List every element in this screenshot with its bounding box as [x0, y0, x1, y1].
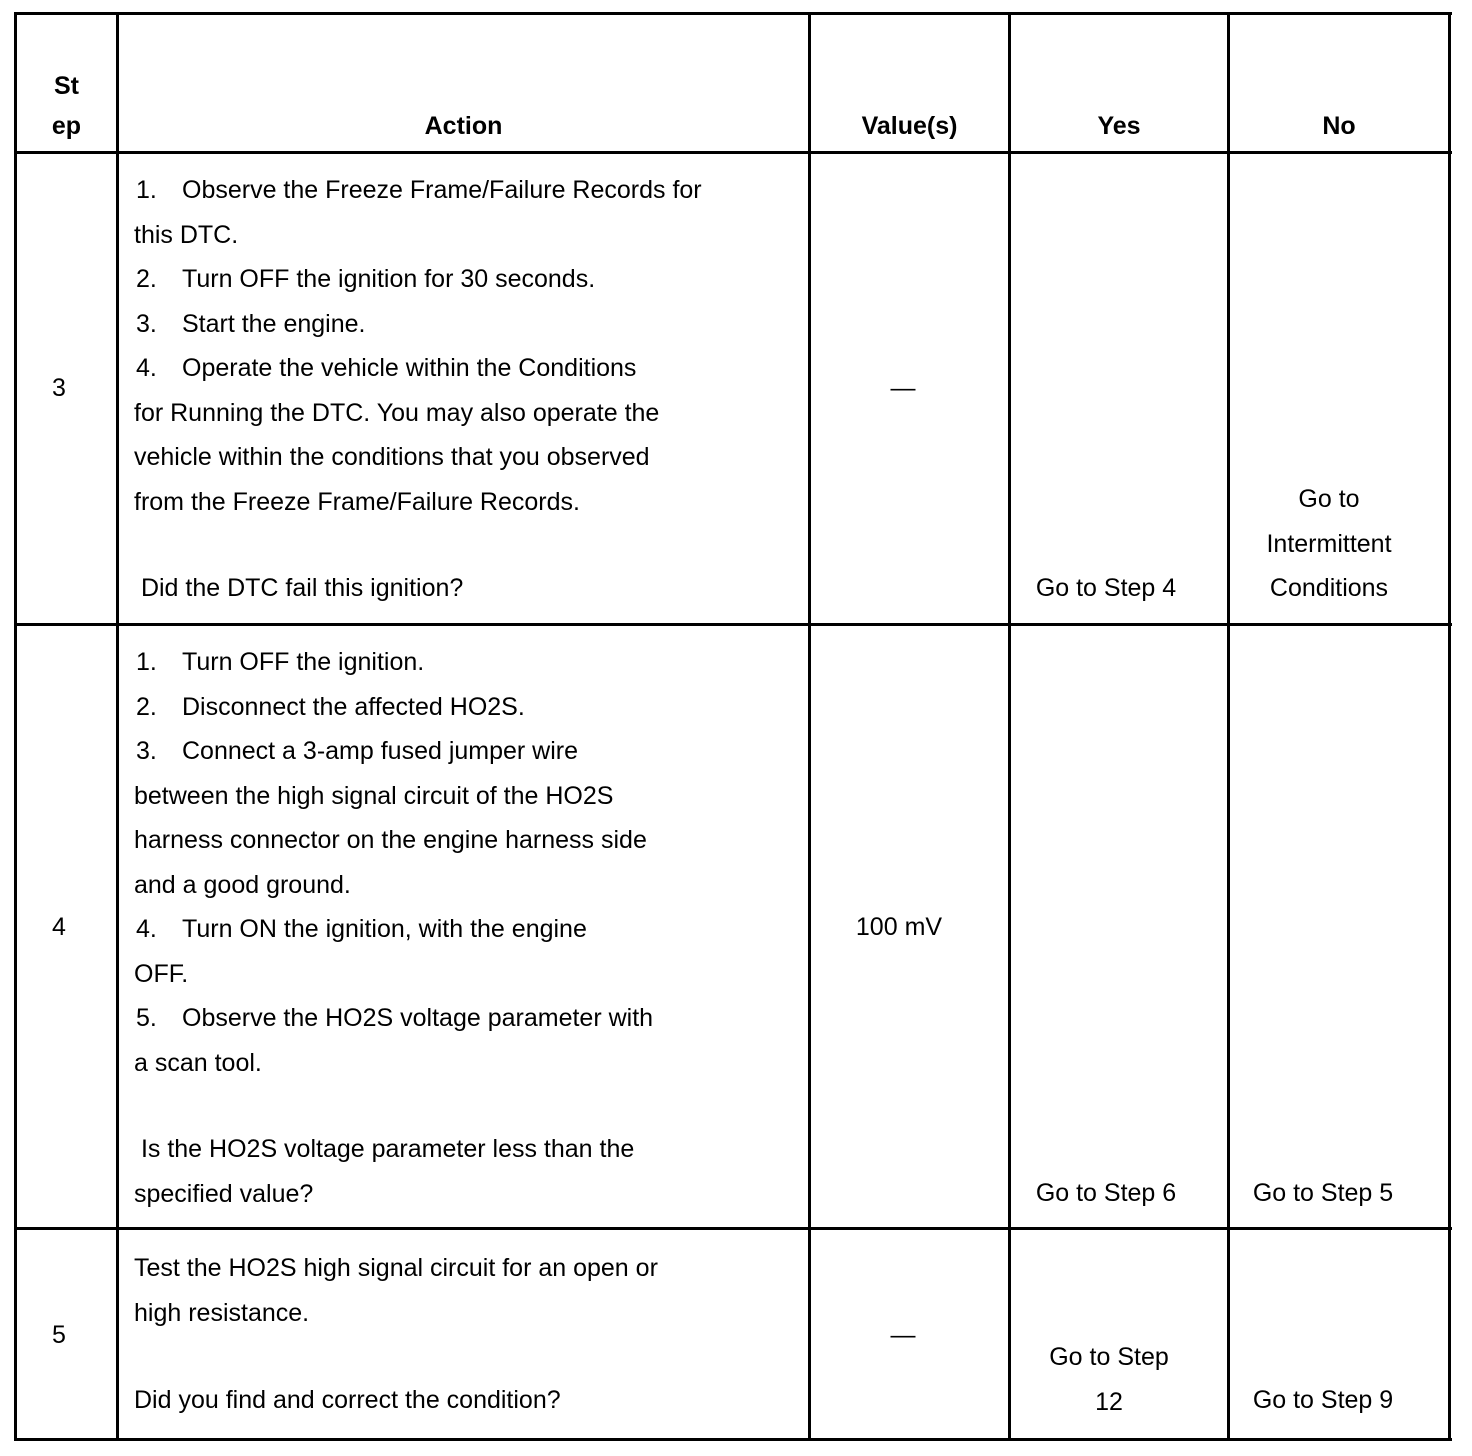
step-text: Operate the vehicle within the Conditions — [182, 354, 637, 382]
action-line — [134, 213, 702, 258]
action-line: Test the HO2S high signal circuit for an open or — [134, 1254, 658, 1282]
step-num: 4. — [136, 354, 157, 382]
step-text: from the Freeze Frame/Failure Records. — [134, 487, 580, 516]
action-line — [134, 685, 653, 730]
step-text: vehicle within the conditions that you observed — [134, 443, 650, 471]
header-values: Value(s) — [861, 112, 958, 140]
action-line — [134, 346, 702, 391]
grid-line — [14, 151, 1452, 154]
step-number: 3 — [52, 374, 66, 402]
action-steps — [134, 640, 653, 1085]
step-text: between the high signal circuit of the HO2S — [134, 781, 614, 810]
question-line: Is the HO2S voltage parameter less than the — [134, 1135, 635, 1163]
header-yes: Yes — [1097, 112, 1141, 140]
step-text: a scan tool. — [134, 1048, 262, 1077]
action-line — [134, 435, 702, 480]
step-num: 4. — [136, 915, 157, 943]
no-cell — [1230, 477, 1428, 611]
yes-cell — [1011, 1335, 1207, 1424]
step-text: OFF. — [134, 959, 189, 988]
action-line — [134, 302, 702, 347]
step-num: 1. — [136, 176, 157, 204]
grid-line — [14, 12, 1452, 15]
no-cell: Go to Step 5 — [1252, 1179, 1394, 1207]
action-question: Did the DTC fail this ignition? — [134, 574, 464, 602]
yes-cell: Go to Step 6 — [1035, 1179, 1177, 1207]
action-steps — [134, 1246, 658, 1335]
grid-line — [14, 1227, 1452, 1230]
action-line — [134, 907, 653, 952]
no-line: Conditions — [1269, 574, 1389, 602]
action-line — [134, 863, 653, 908]
step-num: 3. — [136, 309, 157, 338]
step-text: Observe the Freeze Frame/Failure Records for — [182, 176, 702, 204]
grid-line — [14, 1438, 1452, 1441]
header-action: Action — [424, 112, 503, 140]
step-text: Start the engine. — [182, 309, 366, 338]
yes-line: Go to Step — [1049, 1343, 1169, 1371]
yes-line: 12 — [1095, 1387, 1123, 1416]
yes-cell: Go to Step 4 — [1035, 574, 1177, 602]
header-no: No — [1322, 112, 1356, 140]
action-line — [134, 480, 702, 525]
value-text: — — [890, 374, 916, 402]
step-text: Turn OFF the ignition for 30 seconds. — [182, 265, 596, 293]
grid-line — [14, 623, 1452, 626]
header-step-line2: ep — [51, 112, 82, 140]
step-num: 5. — [136, 1004, 157, 1032]
action-line — [134, 774, 653, 819]
action-line — [134, 391, 702, 436]
step-text: Turn OFF the ignition. — [182, 648, 425, 676]
step-text: and a good ground. — [134, 870, 351, 899]
value-cell: 100 mV — [855, 913, 943, 941]
action-line — [134, 952, 653, 997]
step-number: 5 — [52, 1321, 66, 1349]
step-text: Observe the HO2S voltage parameter with — [182, 1004, 654, 1032]
step-number: 4 — [52, 913, 66, 941]
action-line: high resistance. — [134, 1298, 310, 1327]
no-line: Go to — [1298, 485, 1360, 513]
step-text: Connect a 3-amp fused jumper wire — [182, 737, 579, 765]
header-step — [17, 66, 116, 146]
action-question: Did you find and correct the condition? — [134, 1386, 561, 1414]
step-num: 2. — [136, 265, 157, 293]
action-steps — [134, 168, 702, 524]
step-text: Turn ON the ignition, with the engine — [182, 915, 587, 943]
action-line — [134, 818, 653, 863]
action-line — [134, 257, 702, 302]
action-line — [134, 168, 702, 213]
step-text: Disconnect the affected HO2S. — [182, 692, 525, 721]
action-line — [134, 729, 653, 774]
step-text: harness connector on the engine harness side — [134, 826, 647, 854]
value-cell: — — [890, 1321, 916, 1349]
action-line — [134, 640, 653, 685]
action-line — [134, 1041, 653, 1086]
step-text: this DTC. — [134, 220, 239, 249]
step-text: for Running the DTC. You may also operate the — [134, 398, 660, 427]
value-cell — [811, 366, 995, 411]
step-num: 2. — [136, 692, 157, 721]
header-step-line1: St — [54, 72, 79, 100]
no-cell: Go to Step 9 — [1252, 1386, 1394, 1414]
no-line: Intermittent — [1266, 529, 1392, 558]
step-num: 1. — [136, 648, 157, 676]
step-num: 3. — [136, 737, 157, 765]
action-line — [134, 996, 653, 1041]
question-line: specified value? — [134, 1179, 314, 1208]
action-question — [134, 1127, 634, 1216]
